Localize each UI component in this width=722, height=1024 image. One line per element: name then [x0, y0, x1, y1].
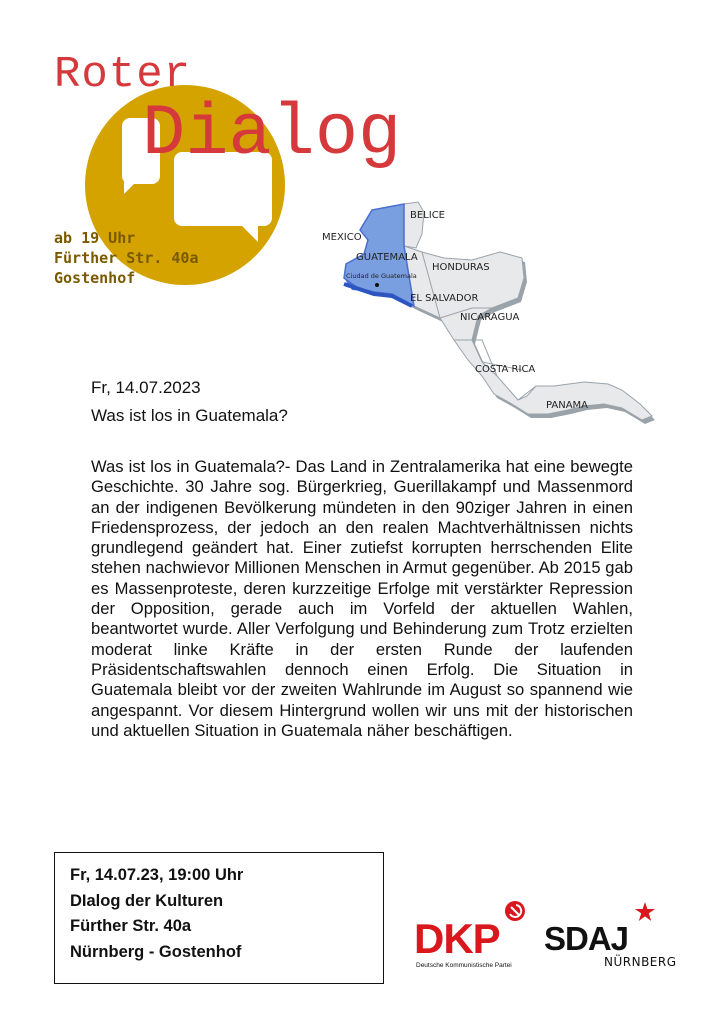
belize-shape	[404, 202, 424, 248]
red-star-icon	[635, 902, 655, 922]
event-date: Fr, 14.07.2023	[91, 378, 201, 397]
logo-title-roter: Roter	[54, 50, 192, 100]
central-america-map	[322, 190, 662, 430]
dkp-logo	[414, 900, 526, 972]
dkp-subtitle: Deutsche Kommunistische Partei	[416, 962, 512, 969]
map-label-nicaragua: NICARAGUA	[460, 312, 520, 323]
speech-bubble-tail	[124, 176, 142, 194]
map-label-el-salvador: EL SALVADOR	[410, 293, 479, 304]
sdaj-logo	[544, 900, 677, 976]
sdaj-city: NÜRNBERG	[604, 955, 677, 969]
speech-bubble-tail	[236, 220, 258, 242]
event-description: Was ist los in Guatemala?- Das Land in Zentralamerika hat eine bewegte Geschichte. 30 Jahre sog. Bürgerkrieg, Guerillakampf und Massenmord an der indigenen Bevölkerung mündeten in den 90ziger Jahren in einen Friedensprozess, der jedoch an den realen Machtverhältnissen nichts grundlegend geändert hat. Einer zutiefst korrupten herrschenden Elite stehen nachwievor Millionen Menschen in Armut gegenüber. Ab 2015 gab es Massenproteste, deren kurzzeitige Erfolge mit verstärkter Repression der Opposition, gerade auch im Vorfeld der aktuellen Wahlen, beantwortet wurde. Aller Verfolgung und Behinderung zum Trotz erzielten moderat linke Kräfte in der ersten Runde der laufenden Präsidentschaftswahlen dennoch einen Erfolg. Die Situation in Guatemala bleibt vor der zweiten Wahlrunde im August so spannend wie angespannt. Vor diesem Hintergrund wollen wir uns mit der historischen und aktuellen Situation in Guatemala näher beschäftigen.	[91, 457, 633, 740]
map-label-honduras: HONDURAS	[432, 262, 490, 273]
info-venue: DIalog der Kulturen	[70, 891, 224, 910]
logo-address: Fürther Str. 40a	[54, 249, 199, 267]
info-street: Fürther Str. 40a	[70, 917, 192, 935]
logo-title-dialog: Dialog	[142, 93, 402, 175]
hammer-sickle-icon	[504, 900, 526, 922]
map-label-costa-rica: COSTA RICA	[475, 364, 536, 375]
map-label-mexico: MEXICO	[322, 232, 362, 243]
dkp-name: DKP	[414, 915, 500, 962]
info-city: Nürnberg - Gostenhof	[70, 942, 242, 961]
logo-time: ab 19 Uhr	[54, 229, 136, 247]
map-label-belice: BELICE	[410, 210, 445, 221]
sdaj-name: SDAJ	[544, 920, 629, 957]
map-label-panama: PANAMA	[546, 400, 589, 411]
map-label-capital: Ciudad de Guatemala	[346, 272, 417, 280]
capital-marker-icon	[375, 283, 379, 287]
event-info-box	[54, 852, 384, 984]
map-label-guatemala: GUATEMALA	[356, 252, 418, 263]
logo-district: Gostenhof	[54, 269, 136, 287]
event-title: Was ist los in Guatemala?	[91, 406, 288, 425]
info-datetime: Fr, 14.07.23, 19:00 Uhr	[70, 866, 244, 884]
central-america-land	[392, 246, 652, 420]
